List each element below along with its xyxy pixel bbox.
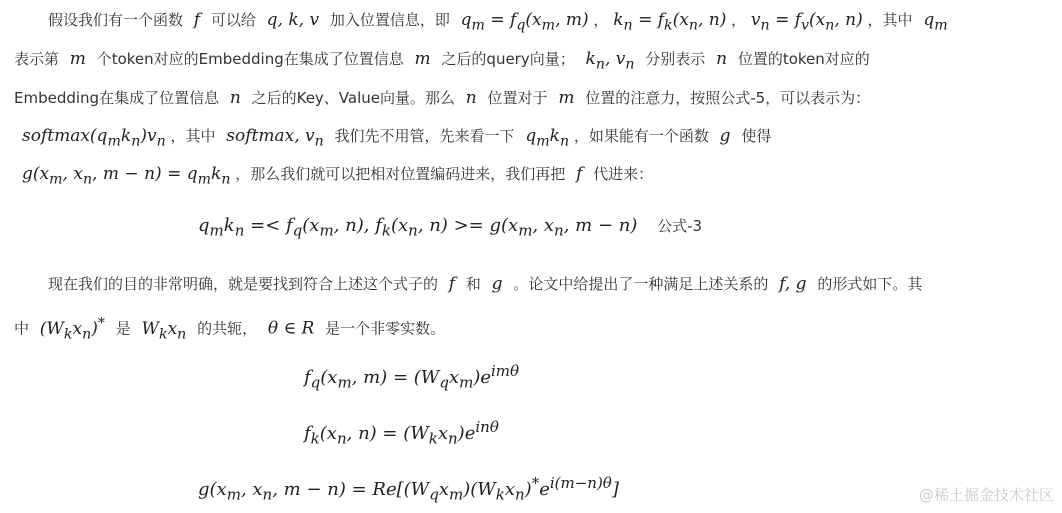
text: 可以给 [210, 11, 256, 29]
paragraph1-line3 [14, 86, 870, 110]
formula-3: $q_mk_n =< f_q(x_m$, n), $f_k(x_n$, $n) >= g(x_m$, $x_n$, m − n) 公式-3 [198, 215, 703, 240]
math-n: n [229, 88, 241, 108]
math-g: g [719, 126, 731, 146]
math-n: n [716, 49, 728, 69]
math-qm: $q_m$ [923, 10, 948, 34]
text: 之后的query向量； [441, 50, 575, 68]
text: ，其中 [170, 127, 216, 145]
math-m: m [69, 49, 86, 69]
text: 是 [115, 319, 131, 338]
text: 是一个非零实数。 [325, 319, 446, 338]
math-qkv: q, k, v [266, 10, 320, 30]
text: 使得 [741, 127, 772, 145]
text: 加入位置信息，即 [329, 11, 450, 29]
paragraph2-line2 [14, 311, 445, 346]
text: 。论文中给提出了一种满足上述关系的 [513, 275, 769, 293]
math-kn-def: $k_n = f_k(x_n$, n) [613, 10, 727, 34]
text: 个token对应的Embedding在集成了位置信息 [96, 50, 404, 68]
text: 的形式如下。其 [817, 275, 923, 293]
text: ，其中 [867, 11, 913, 29]
math-vn-def: $v_n = f_v(x_n$, n) [750, 10, 863, 34]
math-m: m [558, 88, 575, 108]
math-kn-vn: $k_n$, $v_n$ [585, 49, 635, 73]
math-g-eq: $g(x_m$, $x_n$, $m - n) = q_mk_n$ [22, 164, 231, 188]
text: 的共轭， [197, 319, 258, 338]
text: 中 [14, 319, 30, 338]
math-fg: f, g [779, 274, 807, 294]
math-qm-def: $q_m = f_q(x_m$, m) [460, 10, 589, 34]
text: 我们先不用管，先来看一下 [334, 127, 515, 145]
math-wkxn: $W_kx_n$ [141, 318, 187, 343]
math-f: f [576, 164, 583, 184]
text: 位置的注意力，按照公式-5，可以表示为： [585, 89, 871, 107]
paragraph1-line1 [48, 8, 948, 37]
equation-g: $g(x_m$, $x_n$, $m - n) = Re[(W_qx_m)(W_kx_n)^*e^{i(m-n)\theta}]$ [198, 474, 619, 504]
equation-fq: $f_q(x_m$, $m) = (W_qx_m)e^{im\theta}$ [304, 362, 520, 392]
text: 分别表示 [645, 50, 706, 68]
text: 代进来： [593, 165, 654, 183]
text: 位置对于 [487, 89, 548, 107]
math-softmax-vn: softmax, $v_n$ [226, 126, 324, 150]
text: Embedding在集成了位置信息 [14, 89, 220, 107]
math-theta: θ ∈ R [267, 318, 315, 339]
paragraph2-line1 [48, 272, 922, 296]
math-f: f [193, 10, 201, 30]
watermark: @稀土掘金技术社区 [918, 486, 1054, 504]
paragraph1-line5 [22, 162, 653, 191]
math-f: f [448, 274, 456, 294]
math-qmkn: $q_mk_n$ [525, 126, 570, 150]
text: 之后的Key、Value向量。那么 [251, 89, 455, 107]
text: 现在我们的目的非常明确，就是要找到符合上述这个式子的 [48, 275, 439, 293]
text: ，如果能有一个函数 [573, 127, 709, 145]
math-n: n [465, 88, 477, 108]
formula-label: 公式-3 [657, 217, 703, 235]
text: 假设我们有一个函数 [48, 11, 184, 29]
equation-fk: $f_k(x_n$, $n) = (W_kx_n)e^{in\theta}$ [304, 418, 499, 448]
math-softmax-expr: $softmax(q_mk_n)v_n$ [22, 126, 166, 150]
text: 位置的token对应的 [737, 50, 870, 68]
paragraph1-line2 [14, 47, 870, 76]
paragraph1-line4 [22, 124, 771, 153]
math-g: g [491, 274, 503, 294]
text: ， [593, 11, 609, 29]
math-conj: $(W_kx_n)^*$ [39, 315, 105, 343]
text: ，那么我们就可以把相对位置编码进来，我们再把 [235, 165, 566, 183]
text: 和 [465, 275, 481, 293]
text: ， [731, 11, 747, 29]
text: 表示第 [14, 50, 60, 68]
math-m: m [414, 49, 431, 69]
